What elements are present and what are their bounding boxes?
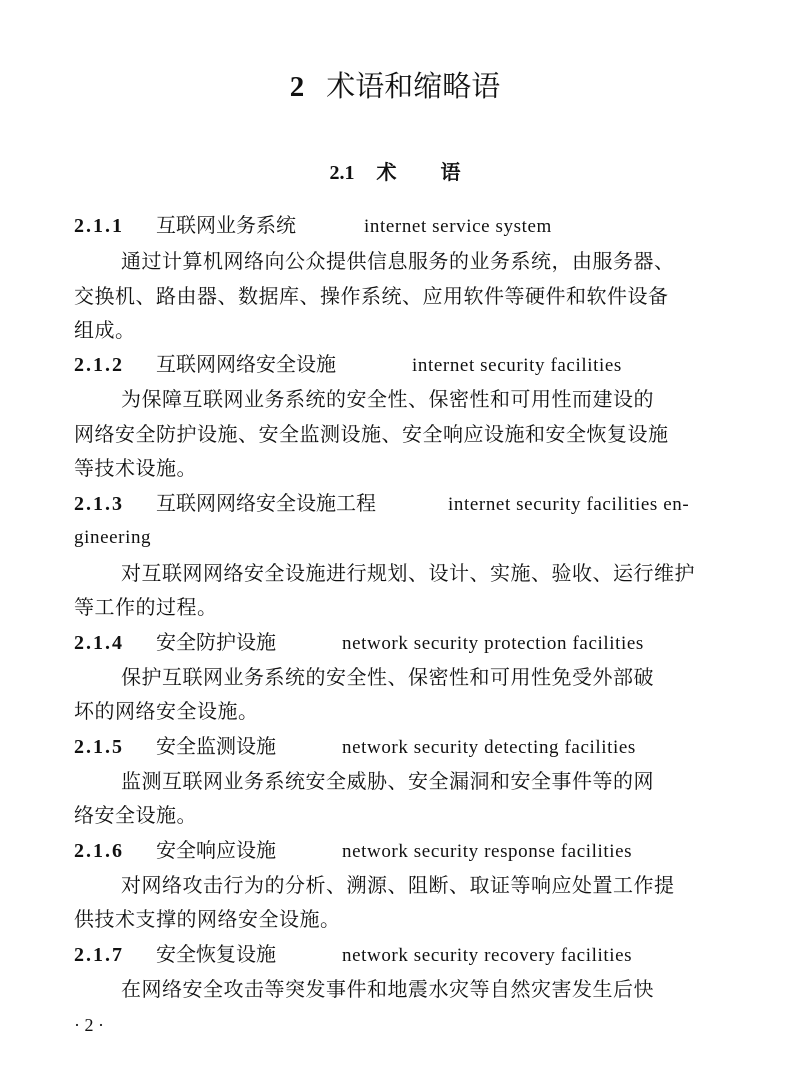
term-en: internet security facilities en- (448, 494, 690, 515)
term-heading-2-1-4 (74, 625, 734, 661)
section-title (0, 157, 790, 188)
term-def-line: 等工作的过程。 (74, 595, 218, 619)
term-def-line: 保护互联网业务系统的安全性、保密性和可用性免受外部破 (121, 665, 654, 689)
term-en-continuation: gineering (74, 527, 152, 548)
term-en: network security recovery facilities (342, 945, 633, 966)
section-number: 2.1 (329, 162, 355, 184)
term-heading-2-1-2 (74, 347, 734, 383)
term-number: 2.1.4 (74, 632, 124, 654)
term-en: internet security facilities (412, 355, 622, 376)
term-number: 2.1.2 (74, 354, 124, 376)
term-def-line: 在网络安全攻击等突发事件和地震水灾等自然灾害发生后快 (121, 977, 654, 1001)
section-title-part1: 术 (376, 160, 397, 184)
chapter-title (0, 66, 790, 107)
term-def-line: 对互联网网络安全设施进行规划、设计、实施、验收、运行维护 (121, 561, 695, 585)
term-def-line: 为保障互联网业务系统的安全性、保密性和可用性而建设的 (121, 387, 654, 411)
term-number: 2.1.6 (74, 840, 124, 862)
term-cn: 安全恢复设施 (156, 942, 276, 966)
term-heading-2-1-6 (74, 833, 734, 869)
term-number: 2.1.5 (74, 736, 124, 758)
term-heading-2-1-7 (74, 937, 734, 973)
chapter-number: 2 (289, 71, 305, 103)
term-def-line: 等技术设施。 (74, 456, 197, 480)
term-def-line: 坏的网络安全设施。 (74, 699, 259, 723)
term-heading-2-1-3 (74, 486, 734, 522)
term-en: network security protection facilities (342, 633, 644, 654)
term-number: 2.1.1 (74, 215, 124, 237)
term-en: internet service system (364, 216, 552, 237)
term-heading-2-1-5 (74, 729, 734, 765)
term-def-line: 组成。 (74, 318, 136, 342)
chapter-title-text: 术语和缩略语 (326, 69, 501, 103)
section-title-part2: 语 (440, 160, 461, 184)
term-cn: 安全防护设施 (156, 630, 276, 654)
term-def-line: 对网络攻击行为的分析、溯源、阻断、取证等响应处置工作提 (121, 873, 675, 897)
term-heading-2-1-1 (74, 208, 734, 244)
term-def-line: 络安全设施。 (74, 803, 197, 827)
term-number: 2.1.7 (74, 944, 124, 966)
term-cn: 互联网网络安全设施工程 (156, 491, 376, 515)
term-cn: 安全监测设施 (156, 734, 276, 758)
term-def-line: 网络安全防护设施、安全监测设施、安全响应设施和安全恢复设施 (74, 422, 669, 446)
term-def-line: 供技术支撑的网络安全设施。 (74, 907, 341, 931)
term-cn: 互联网网络安全设施 (156, 352, 336, 376)
term-en: network security detecting facilities (342, 737, 636, 758)
term-def-line: 交换机、路由器、数据库、操作系统、应用软件等硬件和软件设备 (74, 284, 669, 308)
term-en: network security response facilities (342, 841, 633, 862)
term-def-line: 监测互联网业务系统安全威胁、安全漏洞和安全事件等的网 (121, 769, 654, 793)
term-cn: 安全响应设施 (156, 838, 276, 862)
term-def-line: 通过计算机网络向公众提供信息服务的业务系统，由服务器、 (121, 249, 675, 273)
term-number: 2.1.3 (74, 493, 124, 515)
term-cn: 互联网业务系统 (156, 213, 296, 237)
page-number: · 2 · (74, 1015, 104, 1035)
